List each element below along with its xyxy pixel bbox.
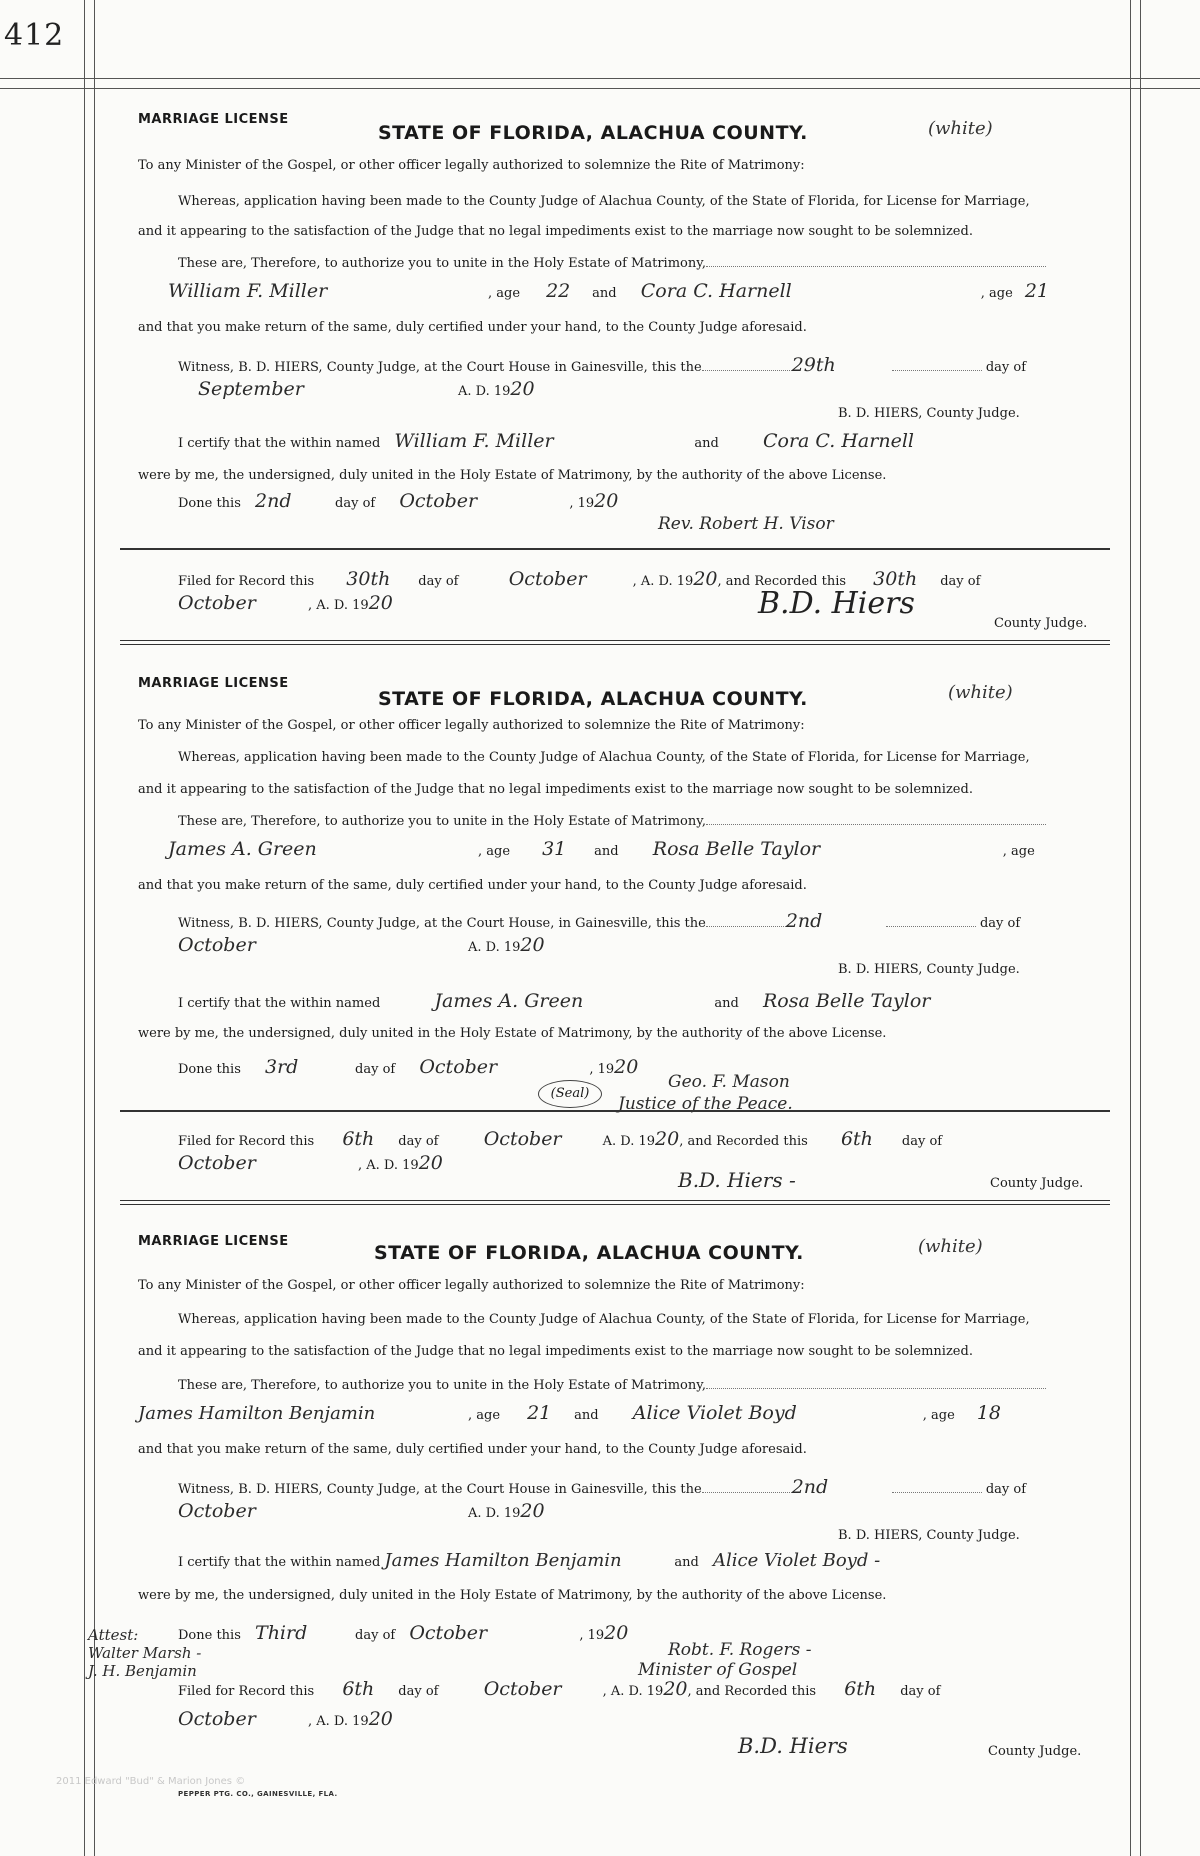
printer-imprint: PEPPER PTG. CO., GAINESVILLE, FLA.: [178, 1790, 338, 1798]
license-tag: MARRIAGE LICENSE: [138, 1234, 289, 1249]
certify-text: I certify that the within named: [178, 1555, 381, 1570]
cert-bride: Cora C. Harnell: [763, 430, 914, 452]
address-line: To any Minister of the Gospel, or other officer legally authorized to solemnize the Rite of Matrimony:: [138, 158, 805, 173]
witness-text: Witness, B. D. HIERS, County Judge, at the Court House in Gainesville, this the: [178, 1482, 702, 1497]
margin-rule-right-inner: [1140, 0, 1141, 1856]
bride-name: Alice Violet Boyd: [632, 1402, 797, 1424]
these-are-text: These are, Therefore, to authorize you to unite in the Holy Estate of Matrimony,: [178, 1378, 706, 1393]
ad-label: , A. D. 19: [308, 1714, 369, 1729]
whereas-line: Whereas, application having been made to the County Judge of Alachua County, of the State of Florida, for License for Marriage,: [178, 194, 1030, 209]
witness-month-line: [138, 1500, 1098, 1522]
recorded-month-line: [138, 1708, 1098, 1730]
bride-age: 21: [1024, 280, 1050, 302]
age-label: , age: [488, 286, 521, 301]
done-text: Done this: [178, 1628, 241, 1643]
age-label: , age: [1002, 844, 1035, 859]
whereas-line: Whereas, application having been made to the County Judge of Alachua County, of the State of Florida, for License for Marriage,: [178, 750, 1030, 765]
witness-month-line: [138, 934, 1098, 956]
done-year: 20: [594, 490, 619, 512]
seal-stamp: (Seal): [538, 1080, 602, 1108]
filed-year: 20: [663, 1678, 688, 1700]
recorded-day: 6th: [840, 1128, 873, 1150]
ad-label: , A. D. 19: [602, 1684, 664, 1699]
county-judge-label: County Judge.: [988, 1744, 1082, 1759]
filed-month: October: [508, 568, 587, 590]
recorded-day: 6th: [844, 1678, 877, 1700]
certify-line: [138, 990, 1138, 1012]
ad-label: A. D. 19: [468, 1506, 521, 1521]
officiant-signature: Geo. F. Mason: [668, 1072, 790, 1092]
done-line: Done this 3rd day of October , 1920: [178, 1056, 639, 1078]
couple-line: [138, 1402, 1098, 1424]
filed-text: Filed for Record this: [178, 1134, 315, 1149]
filed-month: October: [483, 1678, 562, 1700]
done-line: Done this Third day of October , 1920: [178, 1622, 629, 1644]
margin-rule-left: [84, 0, 85, 1856]
license-separator-1b: [120, 644, 1110, 645]
day-of-label: day of: [900, 1684, 941, 1699]
certify-text: I certify that the within named: [178, 996, 381, 1011]
day-of-label: day of: [355, 1062, 396, 1077]
appearing-line: and it appearing to the satisfaction of the Judge that no legal impediments exist to the marriage now sought to be solemnized.: [138, 782, 973, 797]
license-state-heading: STATE OF FLORIDA, ALACHUA COUNTY.: [378, 688, 808, 710]
witness-month: September: [198, 378, 304, 400]
recorded-text: , and Recorded this: [717, 574, 847, 589]
recorded-month-line: [138, 592, 1098, 614]
judge-signature: B.D. Hiers -: [678, 1168, 796, 1192]
these-are-line: [138, 1378, 1138, 1393]
witness-line: [138, 1476, 1138, 1498]
filed-line: [138, 1128, 1138, 1150]
race-notation: (white): [928, 118, 993, 139]
license-state-heading: STATE OF FLORIDA, ALACHUA COUNTY.: [374, 1242, 804, 1264]
cert-groom: James Hamilton Benjamin: [384, 1550, 622, 1571]
bride-name: Rosa Belle Taylor: [652, 838, 821, 860]
county-judge-label: County Judge.: [994, 616, 1088, 631]
done-line: Done this 2nd day of October , 1920: [178, 490, 619, 512]
and-label: and: [714, 996, 739, 1011]
and-label: and: [592, 286, 617, 301]
race-notation: (white): [948, 682, 1013, 703]
filed-day: 30th: [346, 568, 391, 590]
bride-age: 18: [976, 1402, 1002, 1424]
ad-label: , A. D. 19: [632, 574, 694, 589]
these-are-text: These are, Therefore, to authorize you to unite in the Holy Estate of Matrimony,: [178, 814, 706, 829]
witness-day: 2nd: [785, 910, 823, 932]
groom-name: James Hamilton Benjamin: [138, 1403, 376, 1424]
top-rule: [0, 78, 1200, 79]
these-are-text: These are, Therefore, to authorize you to unite in the Holy Estate of Matrimony,: [178, 256, 706, 271]
certify-line: [138, 430, 1138, 452]
groom-age: 31: [542, 838, 567, 860]
cert-bride: Rosa Belle Taylor: [763, 990, 931, 1012]
ad-label: , A. D. 19: [358, 1158, 419, 1173]
officiant-signature: Rev. Robert H. Visor: [658, 514, 834, 534]
done-month: October: [419, 1056, 498, 1078]
these-are-line: [138, 814, 1138, 829]
age-label: , age: [468, 1408, 501, 1423]
day-of-label: day of: [979, 916, 1021, 931]
officiant-signature: Robt. F. Rogers -: [668, 1640, 812, 1660]
county-judge-label: County Judge.: [990, 1176, 1084, 1191]
cert-groom: James A. Green: [434, 990, 584, 1012]
top-rule-inner: [0, 88, 1200, 89]
couple-line: [138, 838, 1098, 860]
recorded-month: October: [178, 1708, 256, 1730]
witness-year: 20: [510, 378, 535, 400]
appearing-line: and it appearing to the satisfaction of the Judge that no legal impediments exist to the marriage now sought to be solemnized.: [138, 1344, 973, 1359]
ad-label: A. D. 19: [602, 1134, 656, 1149]
done-day: Third: [255, 1622, 308, 1644]
day-of-label: day of: [418, 574, 459, 589]
done-year: 20: [614, 1056, 639, 1078]
these-are-line: [138, 256, 1138, 271]
attest-witness-1: Walter Marsh -: [88, 1644, 202, 1662]
whereas-line: Whereas, application having been made to the County Judge of Alachua County, of the State of Florida, for License for Marriage,: [178, 1312, 1030, 1327]
done-day: 3rd: [265, 1056, 299, 1078]
filed-text: Filed for Record this: [178, 574, 315, 589]
couple-line: [138, 280, 1098, 302]
age-label: , age: [478, 844, 511, 859]
recorded-month-line: [138, 1152, 1098, 1174]
witness-year: 20: [520, 1500, 545, 1522]
witness-month: October: [178, 1500, 256, 1522]
age-label: , age: [980, 286, 1013, 301]
return-line: and that you make return of the same, duly certified under your hand, to the County Judge aforesaid.: [138, 1442, 807, 1457]
license-state-heading: STATE OF FLORIDA, ALACHUA COUNTY.: [378, 122, 808, 144]
day-of-label: day of: [901, 1134, 943, 1149]
recorded-month: October: [178, 1152, 256, 1174]
judge-signature: B.D. Hiers: [758, 586, 915, 621]
groom-age: 22: [546, 280, 571, 302]
certify-text: I certify that the within named: [178, 436, 381, 451]
day-of-label: day of: [398, 1684, 439, 1699]
filed-line: [138, 568, 1138, 590]
ad-label: A. D. 19: [458, 384, 511, 399]
cert-bride: Alice Violet Boyd -: [713, 1550, 881, 1571]
and-label: and: [674, 1555, 699, 1570]
judge-title: B. D. HIERS, County Judge.: [838, 962, 1020, 977]
day-of-label: day of: [355, 1628, 396, 1643]
filing-rule-1: [120, 548, 1110, 550]
bride-name: Cora C. Harnell: [640, 280, 792, 302]
attest-label: Attest:: [88, 1626, 139, 1644]
recorded-day: 30th: [873, 568, 918, 590]
license-separator-2: [120, 1200, 1110, 1201]
license-separator-1: [120, 640, 1110, 641]
recorded-month: October: [178, 592, 256, 614]
witness-day: 29th: [791, 354, 836, 376]
recorded-year: 20: [418, 1152, 443, 1174]
done-text: Done this: [178, 1062, 241, 1077]
witness-text: Witness, B. D. HIERS, County Judge, at the Court House in Gainesville, this the: [178, 360, 702, 375]
and-label: and: [594, 844, 619, 859]
officiant-title: Justice of the Peace.: [618, 1094, 793, 1114]
address-line: To any Minister of the Gospel, or other officer legally authorized to solemnize the Rite of Matrimony:: [138, 718, 805, 733]
filed-line: [138, 1678, 1138, 1700]
witness-month: October: [178, 934, 256, 956]
cert-groom: William F. Miller: [394, 430, 554, 452]
judge-title: B. D. HIERS, County Judge.: [838, 1528, 1020, 1543]
filed-month: October: [483, 1128, 562, 1150]
witness-day: 2nd: [791, 1476, 829, 1498]
groom-age: 21: [527, 1402, 552, 1424]
filed-year: 20: [655, 1128, 680, 1150]
attest-witness-2: J. H. Benjamin: [88, 1662, 197, 1680]
ad-label: A. D. 19: [468, 940, 521, 955]
witness-line: [138, 910, 1138, 932]
witness-year: 20: [520, 934, 545, 956]
day-of-label: day of: [335, 496, 376, 511]
day-of-label: day of: [940, 574, 981, 589]
age-label: , age: [922, 1408, 955, 1423]
recorded-text: , and Recorded this: [687, 1684, 817, 1699]
recorded-year: 20: [368, 1708, 393, 1730]
groom-name: William F. Miller: [168, 280, 328, 302]
done-month: October: [399, 490, 478, 512]
return-line: and that you make return of the same, duly certified under your hand, to the County Judge aforesaid.: [138, 878, 807, 893]
return-line: and that you make return of the same, duly certified under your hand, to the County Judge aforesaid.: [138, 320, 807, 335]
judge-signature: B.D. Hiers: [738, 1734, 848, 1758]
license-separator-2b: [120, 1204, 1110, 1205]
done-text: Done this: [178, 496, 241, 511]
ad-label: , A. D. 19: [308, 598, 369, 613]
officiant-title: Minister of Gospel: [638, 1660, 798, 1680]
license-tag: MARRIAGE LICENSE: [138, 112, 289, 127]
margin-rule-left-inner: [94, 0, 95, 1856]
day-of-label: day of: [985, 360, 1027, 375]
united-line: were by me, the undersigned, duly united in the Holy Estate of Matrimony, by the authority of the above License.: [138, 468, 887, 483]
race-notation: (white): [918, 1236, 983, 1257]
done-day: 2nd: [255, 490, 292, 512]
witness-line: [138, 354, 1138, 376]
appearing-line: and it appearing to the satisfaction of the Judge that no legal impediments exist to the marriage now sought to be solemnized.: [138, 224, 973, 239]
page-number: 412: [4, 18, 65, 53]
copyright-watermark: 2011 Edward "Bud" & Marion Jones ©: [56, 1776, 246, 1787]
done-month: October: [409, 1622, 488, 1644]
address-line: To any Minister of the Gospel, or other officer legally authorized to solemnize the Rite of Matrimony:: [138, 1278, 805, 1293]
day-of-label: day of: [985, 1482, 1027, 1497]
united-line: were by me, the undersigned, duly united in the Holy Estate of Matrimony, by the authority of the above License.: [138, 1026, 887, 1041]
united-line: were by me, the undersigned, duly united in the Holy Estate of Matrimony, by the authority of the above License.: [138, 1588, 887, 1603]
filed-day: 6th: [342, 1678, 375, 1700]
certify-line: [138, 1550, 1138, 1571]
recorded-year: 20: [368, 592, 393, 614]
filed-text: Filed for Record this: [178, 1684, 315, 1699]
filing-rule-2: [120, 1110, 1110, 1112]
done-year: 20: [604, 1622, 629, 1644]
filed-year: 20: [693, 568, 718, 590]
and-label: and: [694, 436, 719, 451]
filed-day: 6th: [342, 1128, 375, 1150]
groom-name: James A. Green: [168, 838, 317, 860]
judge-title: B. D. HIERS, County Judge.: [838, 406, 1020, 421]
day-of-label: day of: [398, 1134, 439, 1149]
witness-text: Witness, B. D. HIERS, County Judge, at the Court House, in Gainesville, this the: [178, 916, 706, 931]
and-label: and: [574, 1408, 599, 1423]
license-tag: MARRIAGE LICENSE: [138, 676, 289, 691]
recorded-text: , and Recorded this: [679, 1134, 808, 1149]
witness-month-line: [138, 378, 1098, 400]
